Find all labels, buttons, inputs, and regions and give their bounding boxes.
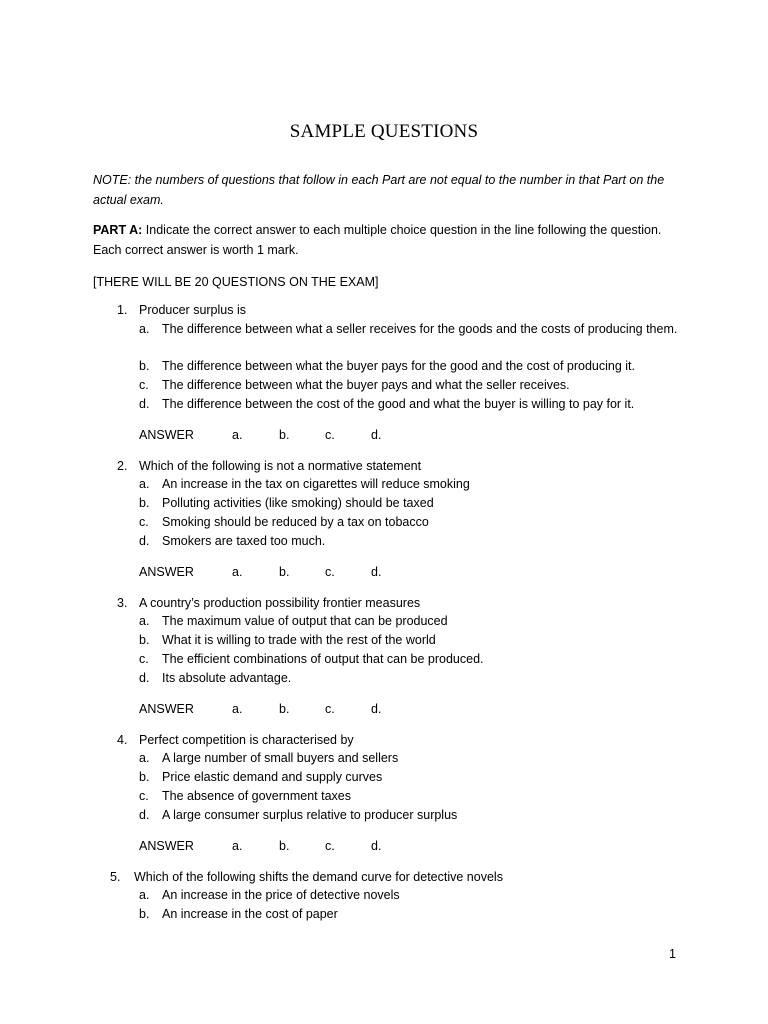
question-text: Perfect competition is characterised by (139, 733, 354, 747)
option-c (139, 650, 679, 669)
option-label: a. (139, 751, 150, 765)
answer-choice-d: d. (371, 839, 382, 853)
option-a (139, 749, 679, 768)
option-a (139, 320, 679, 339)
answer-choice-a: a. (232, 428, 243, 442)
option-text: Smoking should be reduced by a tax on tobacco (162, 515, 429, 529)
part-a-instructions (93, 220, 683, 260)
option-label: d. (139, 671, 150, 685)
answer-label: ANSWER (139, 565, 194, 579)
option-c (139, 513, 679, 532)
option-label: c. (139, 378, 149, 392)
answer-choice-a: a. (232, 839, 243, 853)
option-text: What it is willing to trade with the rest of the world (162, 633, 436, 647)
question-text: Which of the following shifts the demand curve for detective novels (134, 870, 503, 884)
option-text: The difference between what a seller receives for the goods and the costs of producing them. (162, 322, 678, 336)
option-d (139, 532, 679, 551)
option-label: a. (139, 614, 150, 628)
option-b (139, 905, 679, 924)
answer-choice-c: c. (325, 565, 335, 579)
option-label: a. (139, 477, 150, 491)
option-text: The difference between what the buyer pays and what the seller receives. (162, 378, 570, 392)
option-label: d. (139, 534, 150, 548)
option-text: Smokers are taxed too much. (162, 534, 326, 548)
option-b (139, 357, 679, 376)
answer-choice-b: b. (279, 565, 290, 579)
option-d (139, 806, 679, 825)
option-label: b. (139, 359, 150, 373)
answer-row (0, 563, 768, 582)
exam-note-paragraph: NOTE: the numbers of questions that follow in each Part are not equal to the number in that Part on the actual exam. (93, 173, 665, 207)
answer-choice-b: b. (279, 428, 290, 442)
question-number: 1. (117, 303, 128, 317)
question-number: 3. (117, 596, 128, 610)
option-b (139, 494, 679, 513)
question-count-note: [THERE WILL BE 20 QUESTIONS ON THE EXAM] (93, 275, 379, 289)
option-a (139, 612, 679, 631)
option-text: The difference between what the buyer pays for the good and the cost of producing it. (162, 359, 635, 373)
option-label: a. (139, 888, 150, 902)
option-label: b. (139, 770, 150, 784)
option-text: The efficient combinations of output that can be produced. (162, 652, 484, 666)
option-text: Price elastic demand and supply curves (162, 770, 383, 784)
option-text: A large consumer surplus relative to producer surplus (162, 808, 458, 822)
option-c (139, 787, 679, 806)
answer-choice-c: c. (325, 428, 335, 442)
question-number: 2. (117, 459, 128, 473)
option-d (139, 395, 679, 414)
option-text: An increase in the cost of paper (162, 907, 338, 921)
option-b (139, 631, 679, 650)
option-text: The difference between the cost of the good and what the buyer is willing to pay for it. (162, 397, 635, 411)
option-text: An increase in the price of detective novels (162, 888, 400, 902)
question-number: 4. (117, 733, 128, 747)
option-text: Its absolute advantage. (162, 671, 292, 685)
option-text: The absence of government taxes (162, 789, 352, 803)
part-a-label: PART A: (93, 223, 143, 237)
answer-choice-a: a. (232, 702, 243, 716)
question-text: Which of the following is not a normative statement (139, 459, 422, 473)
option-a (139, 475, 679, 494)
answer-choice-c: c. (325, 839, 335, 853)
option-c (139, 376, 679, 395)
answer-choice-d: d. (371, 565, 382, 579)
option-label: c. (139, 515, 149, 529)
answer-choice-d: d. (371, 428, 382, 442)
answer-choice-b: b. (279, 839, 290, 853)
answer-row (0, 837, 768, 856)
page-number: 1 (669, 947, 676, 961)
option-label: a. (139, 322, 150, 336)
question-text: Producer surplus is (139, 303, 246, 317)
question-number: 5. (110, 870, 121, 884)
option-text: A large number of small buyers and sellers (162, 751, 399, 765)
answer-row (0, 700, 768, 719)
option-label: d. (139, 808, 150, 822)
option-label: c. (139, 652, 149, 666)
answer-label: ANSWER (139, 839, 194, 853)
option-text: An increase in the tax on cigarettes will reduce smoking (162, 477, 470, 491)
answer-row (0, 426, 768, 445)
answer-label: ANSWER (139, 702, 194, 716)
answer-choice-b: b. (279, 702, 290, 716)
answer-label: ANSWER (139, 428, 194, 442)
question-text: A country’s production possibility frontier measures (139, 596, 421, 610)
option-label: b. (139, 496, 150, 510)
option-label: b. (139, 633, 150, 647)
answer-choice-d: d. (371, 702, 382, 716)
option-label: b. (139, 907, 150, 921)
answer-choice-c: c. (325, 702, 335, 716)
option-a (139, 886, 679, 905)
option-label: d. (139, 397, 150, 411)
page-title: SAMPLE QUESTIONS (289, 121, 479, 142)
option-text: The maximum value of output that can be produced (162, 614, 448, 628)
option-label: c. (139, 789, 149, 803)
option-b (139, 768, 679, 787)
option-d (139, 669, 679, 688)
option-text: Polluting activities (like smoking) should be taxed (162, 496, 434, 510)
part-a-text: Indicate the correct answer to each multiple choice question in the line following the question. Each correct answer is worth 1 mark. (93, 223, 662, 257)
answer-choice-a: a. (232, 565, 243, 579)
